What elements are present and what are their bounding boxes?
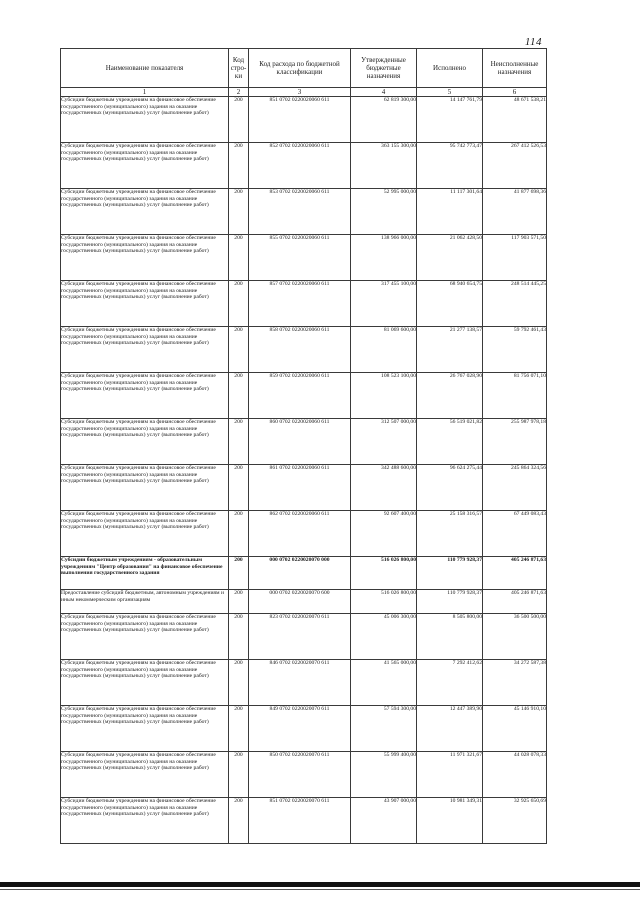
row-approved: 57 594 300,00 [351, 706, 417, 752]
row-executed: 110 779 928,37 [417, 590, 483, 614]
row-expense-code: 861 0702 0220020060 611 [249, 465, 351, 511]
row-approved: 55 999 400,00 [351, 752, 417, 798]
table-row [61, 511, 547, 557]
row-remaining: 117 903 571,50 [483, 235, 547, 281]
row-expense-code: 858 0702 0220020060 611 [249, 327, 351, 373]
table-row [61, 419, 547, 465]
table-row [61, 235, 547, 281]
column-number: 3 [249, 88, 351, 97]
header-executed: Исполнено [417, 49, 483, 88]
row-expense-code: 852 0702 0220020060 611 [249, 143, 351, 189]
row-name: Субсидии бюджетным учреждениям на финансовое обеспечение государственного (муниципального) задания на оказание государственных (муниципальных) услуг (выполнение работ) [61, 419, 229, 465]
row-line-code: 200 [229, 373, 249, 419]
row-remaining: 41 877 698,36 [483, 189, 547, 235]
table-body [61, 97, 547, 844]
row-name: Субсидии бюджетным учреждениям на финансовое обеспечение государственного (муниципального) задания на оказание государственных (муниципальных) услуг (выполнение работ) [61, 189, 229, 235]
row-expense-code: 860 0702 0220020060 611 [249, 419, 351, 465]
row-executed: 21 062 428,50 [417, 235, 483, 281]
row-expense-code: 859 0702 0220020060 611 [249, 373, 351, 419]
table-row [61, 557, 547, 590]
row-approved: 138 966 000,00 [351, 235, 417, 281]
row-approved: 312 507 000,00 [351, 419, 417, 465]
row-remaining: 405 246 871,63 [483, 590, 547, 614]
row-line-code: 200 [229, 511, 249, 557]
table-row [61, 189, 547, 235]
header-line-code: Код стро-ки [229, 49, 249, 88]
row-expense-code: 850 0702 0220020070 611 [249, 752, 351, 798]
row-name: Субсидии бюджетным учреждениям на финансовое обеспечение государственного (муниципального) задания на оказание государственных (муниципальных) услуг (выполнение работ) [61, 281, 229, 327]
header-expense-code: Код расхода по бюджетной классификации [249, 49, 351, 88]
row-line-code: 200 [229, 614, 249, 660]
table-row [61, 97, 547, 143]
table-row [61, 706, 547, 752]
scan-edge-line [0, 889, 640, 890]
column-number: 1 [61, 88, 229, 97]
row-name: Субсидии бюджетным учреждениям на финансовое обеспечение государственного (муниципального) задания на оказание государственных (муниципальных) услуг (выполнение работ) [61, 97, 229, 143]
row-name: Субсидии бюджетным учреждениям на финансовое обеспечение государственного (муниципального) задания на оказание государственных (муниципальных) услуг (выполнение работ) [61, 465, 229, 511]
row-approved: 363 155 300,00 [351, 143, 417, 189]
row-executed: 26 767 028,90 [417, 373, 483, 419]
row-executed: 95 742 773,47 [417, 143, 483, 189]
row-remaining: 32 925 650,69 [483, 798, 547, 844]
column-number: 2 [229, 88, 249, 97]
row-expense-code: 000 0702 0220020070 600 [249, 590, 351, 614]
row-name: Субсидии бюджетным учреждениям на финансовое обеспечение государственного (муниципального) задания на оказание государственных (муниципальных) услуг (выполнение работ) [61, 660, 229, 706]
row-name: Субсидии бюджетным учреждениям - образовательным учреждениям "Центр образования" на финансовое обеспечение выполнения государственного задания [61, 557, 229, 590]
row-approved: 108 523 100,00 [351, 373, 417, 419]
row-expense-code: 857 0702 0220020060 611 [249, 281, 351, 327]
row-expense-code: 846 0702 0220020070 611 [249, 660, 351, 706]
table-row [61, 752, 547, 798]
row-expense-code: 851 0702 0220020060 611 [249, 97, 351, 143]
row-executed: 21 277 138,57 [417, 327, 483, 373]
row-line-code: 200 [229, 327, 249, 373]
table-row [61, 798, 547, 844]
row-remaining: 248 514 445,25 [483, 281, 547, 327]
table-row [61, 465, 547, 511]
row-line-code: 200 [229, 189, 249, 235]
row-remaining: 36 500 500,00 [483, 614, 547, 660]
row-approved: 52 995 000,00 [351, 189, 417, 235]
row-line-code: 200 [229, 660, 249, 706]
row-approved: 62 819 300,00 [351, 97, 417, 143]
row-line-code: 200 [229, 97, 249, 143]
row-executed: 8 505 800,00 [417, 614, 483, 660]
row-executed: 11 117 301,64 [417, 189, 483, 235]
row-remaining: 34 272 587,38 [483, 660, 547, 706]
scan-edge-bar [0, 882, 640, 887]
row-expense-code: 862 0702 0220020060 611 [249, 511, 351, 557]
row-line-code: 200 [229, 706, 249, 752]
row-line-code: 200 [229, 235, 249, 281]
row-line-code: 200 [229, 465, 249, 511]
table-row [61, 281, 547, 327]
row-remaining: 45 146 910,10 [483, 706, 547, 752]
row-line-code: 200 [229, 752, 249, 798]
budget-execution-table [60, 48, 547, 844]
row-executed: 11 971 321,67 [417, 752, 483, 798]
row-name: Субсидии бюджетным учреждениям на финансовое обеспечение государственного (муниципального) задания на оказание государственных (муниципальных) услуг (выполнение работ) [61, 752, 229, 798]
row-name: Субсидии бюджетным учреждениям на финансовое обеспечение государственного (муниципального) задания на оказание государственных (муниципальных) услуг (выполнение работ) [61, 235, 229, 281]
row-approved: 41 565 000,00 [351, 660, 417, 706]
row-expense-code: 823 0702 0220020070 611 [249, 614, 351, 660]
row-approved: 81 069 600,00 [351, 327, 417, 373]
table-row [61, 660, 547, 706]
row-name: Субсидии бюджетным учреждениям на финансовое обеспечение государственного (муниципального) задания на оказание государственных (муниципальных) услуг (выполнение работ) [61, 327, 229, 373]
table-row [61, 373, 547, 419]
row-line-code: 200 [229, 590, 249, 614]
row-name: Предоставление субсидий бюджетным, автономным учреждениям и иным некоммерческим организациям [61, 590, 229, 614]
row-approved: 92 607 400,00 [351, 511, 417, 557]
row-executed: 56 519 021,82 [417, 419, 483, 465]
header-approved: Утвержденные бюджетные назначения [351, 49, 417, 88]
row-name: Субсидии бюджетным учреждениям на финансовое обеспечение государственного (муниципального) задания на оказание государственных (муниципальных) услуг (выполнение работ) [61, 706, 229, 752]
row-line-code: 200 [229, 798, 249, 844]
row-remaining: 245 864 324,56 [483, 465, 547, 511]
row-remaining: 255 987 978,18 [483, 419, 547, 465]
row-approved: 516 026 800,00 [351, 557, 417, 590]
table-header [61, 49, 547, 97]
row-name: Субсидии бюджетным учреждениям на финансовое обеспечение государственного (муниципального) задания на оказание государственных (муниципальных) услуг (выполнение работ) [61, 511, 229, 557]
table-row [61, 143, 547, 189]
row-remaining: 405 246 871,63 [483, 557, 547, 590]
row-remaining: 59 792 461,43 [483, 327, 547, 373]
row-expense-code: 853 0702 0220020060 611 [249, 189, 351, 235]
table-row [61, 327, 547, 373]
row-name: Субсидии бюджетным учреждениям на финансовое обеспечение государственного (муниципального) задания на оказание государственных (муниципальных) услуг (выполнение работ) [61, 373, 229, 419]
row-approved: 516 026 800,00 [351, 590, 417, 614]
header-row [61, 49, 547, 88]
row-expense-code: 855 0702 0220020060 611 [249, 235, 351, 281]
page-number: 114 [524, 36, 542, 48]
row-executed: 25 158 316,57 [417, 511, 483, 557]
row-approved: 45 006 300,00 [351, 614, 417, 660]
row-approved: 317 455 100,00 [351, 281, 417, 327]
row-approved: 342 488 600,00 [351, 465, 417, 511]
row-executed: 10 981 349,31 [417, 798, 483, 844]
row-expense-code: 000 0702 0220020070 000 [249, 557, 351, 590]
row-remaining: 67 449 083,43 [483, 511, 547, 557]
row-executed: 12 447 389,90 [417, 706, 483, 752]
header-indicator-name: Наименование показателя [61, 49, 229, 88]
row-executed: 7 292 412,62 [417, 660, 483, 706]
column-number: 5 [417, 88, 483, 97]
row-remaining: 267 412 526,53 [483, 143, 547, 189]
row-remaining: 48 671 538,21 [483, 97, 547, 143]
row-executed: 68 940 654,75 [417, 281, 483, 327]
row-line-code: 200 [229, 143, 249, 189]
row-expense-code: 849 0702 0220020070 611 [249, 706, 351, 752]
row-name: Субсидии бюджетным учреждениям на финансовое обеспечение государственного (муниципального) задания на оказание государственных (муниципальных) услуг (выполнение работ) [61, 614, 229, 660]
row-line-code: 200 [229, 419, 249, 465]
row-executed: 96 624 275,44 [417, 465, 483, 511]
row-executed: 110 779 928,37 [417, 557, 483, 590]
table-row [61, 590, 547, 614]
row-line-code: 200 [229, 281, 249, 327]
row-remaining: 44 028 078,33 [483, 752, 547, 798]
row-expense-code: 851 0702 0220020070 611 [249, 798, 351, 844]
row-executed: 14 147 761,79 [417, 97, 483, 143]
column-number: 4 [351, 88, 417, 97]
column-number: 6 [483, 88, 547, 97]
row-remaining: 81 756 071,10 [483, 373, 547, 419]
table-row [61, 614, 547, 660]
row-name: Субсидии бюджетным учреждениям на финансовое обеспечение государственного (муниципального) задания на оказание государственных (муниципальных) услуг (выполнение работ) [61, 143, 229, 189]
header-remaining: Неисполненные назначения [483, 49, 547, 88]
column-number-row [61, 88, 547, 97]
row-line-code: 200 [229, 557, 249, 590]
row-approved: 43 907 000,00 [351, 798, 417, 844]
row-name: Субсидии бюджетным учреждениям на финансовое обеспечение государственного (муниципального) задания на оказание государственных (муниципальных) услуг (выполнение работ) [61, 798, 229, 844]
